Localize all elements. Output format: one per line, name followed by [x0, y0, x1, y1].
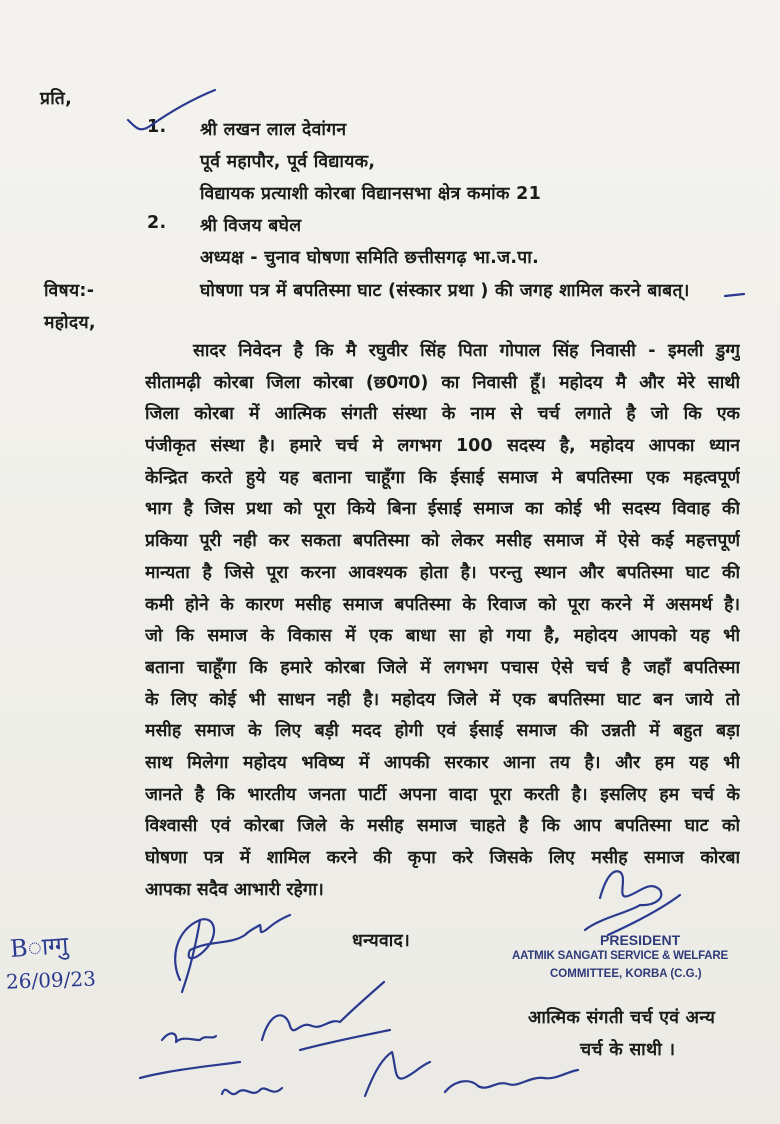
letter-body — [145, 336, 740, 906]
body-line: बताना चाहूँगा कि हमारे कोरबा जिले में लगभग पचास ऐसे चर्च है जहाँ बपतिस्मा — [145, 657, 740, 678]
signature-2 — [162, 1033, 216, 1042]
recipient-1-name: श्री लखन लाल देवांगन — [200, 120, 347, 140]
closing-thanks: धन्यवाद। — [352, 931, 411, 951]
body-line: मान्यता है जिसे पूरा करना आवश्यक होता है। परन्तु स्थान और बपतिस्मा घाट की — [145, 562, 740, 583]
body-line: सीतामढ़ी कोरबा जिला कोरबा (छ0ग0) का निवासी हूँ। महोदय मै और मेरे साथी — [145, 372, 740, 393]
sender-line-2: चर्च के साथी । — [580, 1040, 676, 1060]
subject-text: घोषणा पत्र में बपतिस्मा घाट (संस्कार प्रथा ) की जगह शामिल करने बाबत्। — [200, 281, 690, 301]
salutation: महोदय, — [44, 313, 96, 333]
stamp-line-1: AATMIK SANGATI SERVICE & WELFARE — [512, 950, 728, 962]
handwritten-name: Bाग्गु — [9, 930, 70, 964]
signature-2-line — [140, 1062, 240, 1078]
body-line: विश्वासी एवं कोरबा जिले के मसीह समाज चाहते है कि आप बपतिस्मा घाट को — [145, 816, 740, 837]
recipient-1-designation: पूर्व महापौर, पूर्व विद्यायक, — [200, 152, 376, 172]
body-line: पंजीकृत संस्था है। हमारे चर्च मे लगभग 100 सदस्य है, महोदय आपका ध्यान — [145, 436, 740, 457]
handwritten-date: 26/09/23 — [5, 966, 97, 994]
sender-line-1: आत्मिक संगती चर्च एवं अन्य — [528, 1008, 716, 1028]
recipient-2-name: श्री विजय बघेल — [200, 216, 302, 236]
subject-label: विषय:- — [44, 281, 95, 301]
body-line: घोषणा पत्र में शामिल करने की कृपा करे जिसके लिए मसीह समाज कोरबा — [145, 848, 740, 868]
body-line: प्रकिया पूरी नही कर सकता बपतिस्मा को लेकर मसीह समाज में ऐसे कई महत्तपूर्ण — [145, 531, 740, 552]
body-line: कमी होने के कारण मसीह समाज बपतिस्मा के रिवाज को पूरा करने में असमर्थ है। — [145, 594, 740, 615]
stamp-title: PRESIDENT — [600, 932, 681, 948]
recipient-1-number: 1. — [147, 117, 167, 137]
signature-1 — [175, 915, 290, 980]
body-line: जानते है कि भारतीय जनता पार्टी अपना वादा पूरा करती है। इसलिए हम चर्च के — [145, 784, 740, 805]
body-line: भाग है जिस प्रथा को पूरा किये बिना ईसाई समाज का कोई भी सदस्य विवाह की — [145, 499, 740, 520]
body-line: साथ मिलेगा महोदय भविष्य में आपकी सरकार आना तय है। और हम यह भी — [145, 752, 740, 773]
subject-underline — [725, 294, 744, 296]
signature-3-tail — [300, 1030, 390, 1050]
body-line: जिला कोरबा में आत्मिक संगती संस्था के नाम से चर्च लगाते है जो कि एक — [145, 404, 740, 425]
to-label: प्रति, — [40, 89, 73, 109]
recipient-1-candidacy: विद्यायक प्रत्याशी कोरबा विद्यानसभा क्षेत्र कमांक 21 — [200, 184, 542, 204]
signature-1-loop — [182, 920, 200, 992]
recipient-2-designation: अध्यक्ष - चुनाव घोषणा समिति छत्तीसगढ़ भा.ज.पा. — [200, 248, 540, 268]
body-line: जो कि समाज के विकास में एक बाधा सा हो गया है, महोदय आपको यह भी — [145, 626, 740, 647]
recipient-2-number: 2. — [147, 213, 167, 233]
signature-5 — [365, 1052, 430, 1096]
signature-3 — [262, 982, 384, 1040]
body-line: केन्द्रित करते हुये यह बताना चाहूँगा कि ईसाई समाज मे बपतिस्मा एक महत्वपूर्ण — [145, 467, 740, 488]
body-line: मसीह समाज के लिए बड़ी मदद होगी एवं ईसाई समाज की उन्नती में बहुत बड़ा — [145, 721, 740, 742]
stamp-line-2: COMMITTEE, KORBA (C.G.) — [550, 968, 702, 980]
signature-4 — [222, 1088, 282, 1094]
signature-6 — [445, 1070, 578, 1092]
body-line: के लिए कोई भी साधन नही है। महोदय जिले में एक बपतिस्मा घाट बन जाये तो — [145, 689, 740, 710]
body-line: सादर निवेदन है कि मै रघुवीर सिंह पिता गोपाल सिंह निवासी - इमली डुग्गु — [193, 341, 740, 361]
body-line: आपका सदैव आभारी रहेगा। — [145, 879, 324, 900]
